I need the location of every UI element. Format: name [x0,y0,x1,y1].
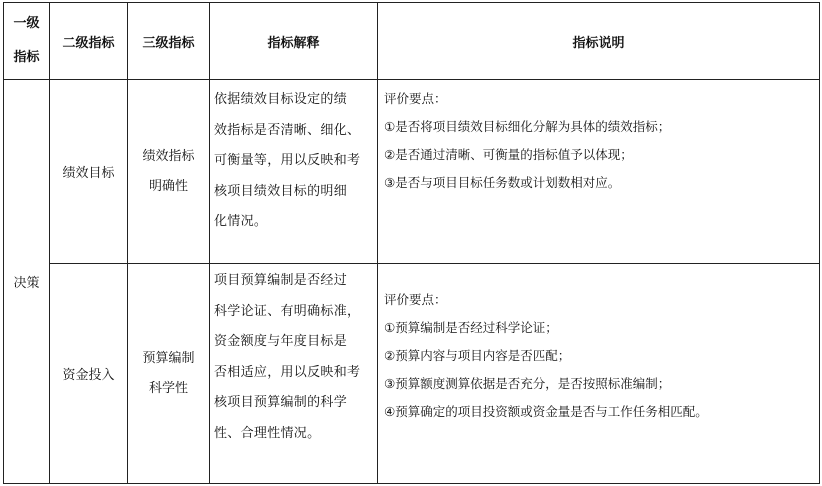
row2-eval-point: ③预算额度测算依据是否充分，是否按照标准编制； [384,376,671,391]
row1-explanation-line: 化情况。 [214,214,268,229]
right-border [819,2,820,484]
header-level2: 二级指标 [62,35,115,51]
row1-level3-line2: 明确性 [148,178,188,194]
row2-explanation-line: 资金额度与年度目标是 [214,334,348,349]
header-description: 指标说明 [572,35,625,51]
row2-level2: 资金投入 [62,368,115,383]
row1-eval-point: ②是否通过清晰、可衡量的指标值予以体现； [384,147,633,162]
header-explanation: 指标解释 [267,35,320,51]
header-level1 [4,3,49,79]
row2-eval-title: 评价要点： [384,292,447,307]
row1-explanation [214,85,376,238]
row1-level2: 绩效目标 [62,166,115,181]
row2-eval-point: ④预算确定的项目投资额或资金量是否与工作任务相匹配。 [384,404,708,419]
row1-description [384,85,818,197]
row1-explanation-line: 核项目绩效目标的明细 [214,183,348,199]
row1-explanation-line: 效指标是否清晰、细化、 [214,122,361,138]
row2-explanation-line: 性、合理性情况。 [214,425,321,441]
row1-level3-line1: 绩效指标 [142,148,195,164]
row2-level3 [128,264,209,483]
bottom-border [3,483,820,484]
row1-explanation-line: 可衡量等，用以反映和考 [214,153,361,168]
row1-explanation-line: 依据绩效目标设定的绩 [214,92,348,107]
row2-explanation-line: 项目预算编制是否经过 [214,273,348,288]
row2-explanation [214,266,376,449]
header-level3: 三级指标 [142,35,195,51]
row2-eval-point: ①预算编制是否经过科学论证； [384,320,558,335]
row2-level3-line1: 预算编制 [142,350,195,366]
row1-level3 [128,80,209,263]
row2-level3-line2: 科学性 [148,380,188,396]
row1-eval-title: 评价要点： [384,91,447,106]
row1-eval-point: ①是否将项目绩效目标细化分解为具体的绩效指标； [384,119,671,134]
row2-explanation-line: 科学论证、有明确标准， [214,303,361,319]
row2-eval-point: ②预算内容与项目内容是否匹配； [384,348,571,363]
row2-explanation-line: 否相适应，用以反映和考 [214,364,361,380]
row2-explanation-line: 核项目预算编制的科学 [214,395,348,410]
level1-cell: 决策 [13,276,40,291]
header-level1-line2: 指标 [13,50,40,65]
header-level1-line1: 一级 [13,16,40,31]
row2-description [384,286,818,426]
row1-eval-point: ③是否与项目目标任务数或计划数相对应。 [384,175,621,190]
